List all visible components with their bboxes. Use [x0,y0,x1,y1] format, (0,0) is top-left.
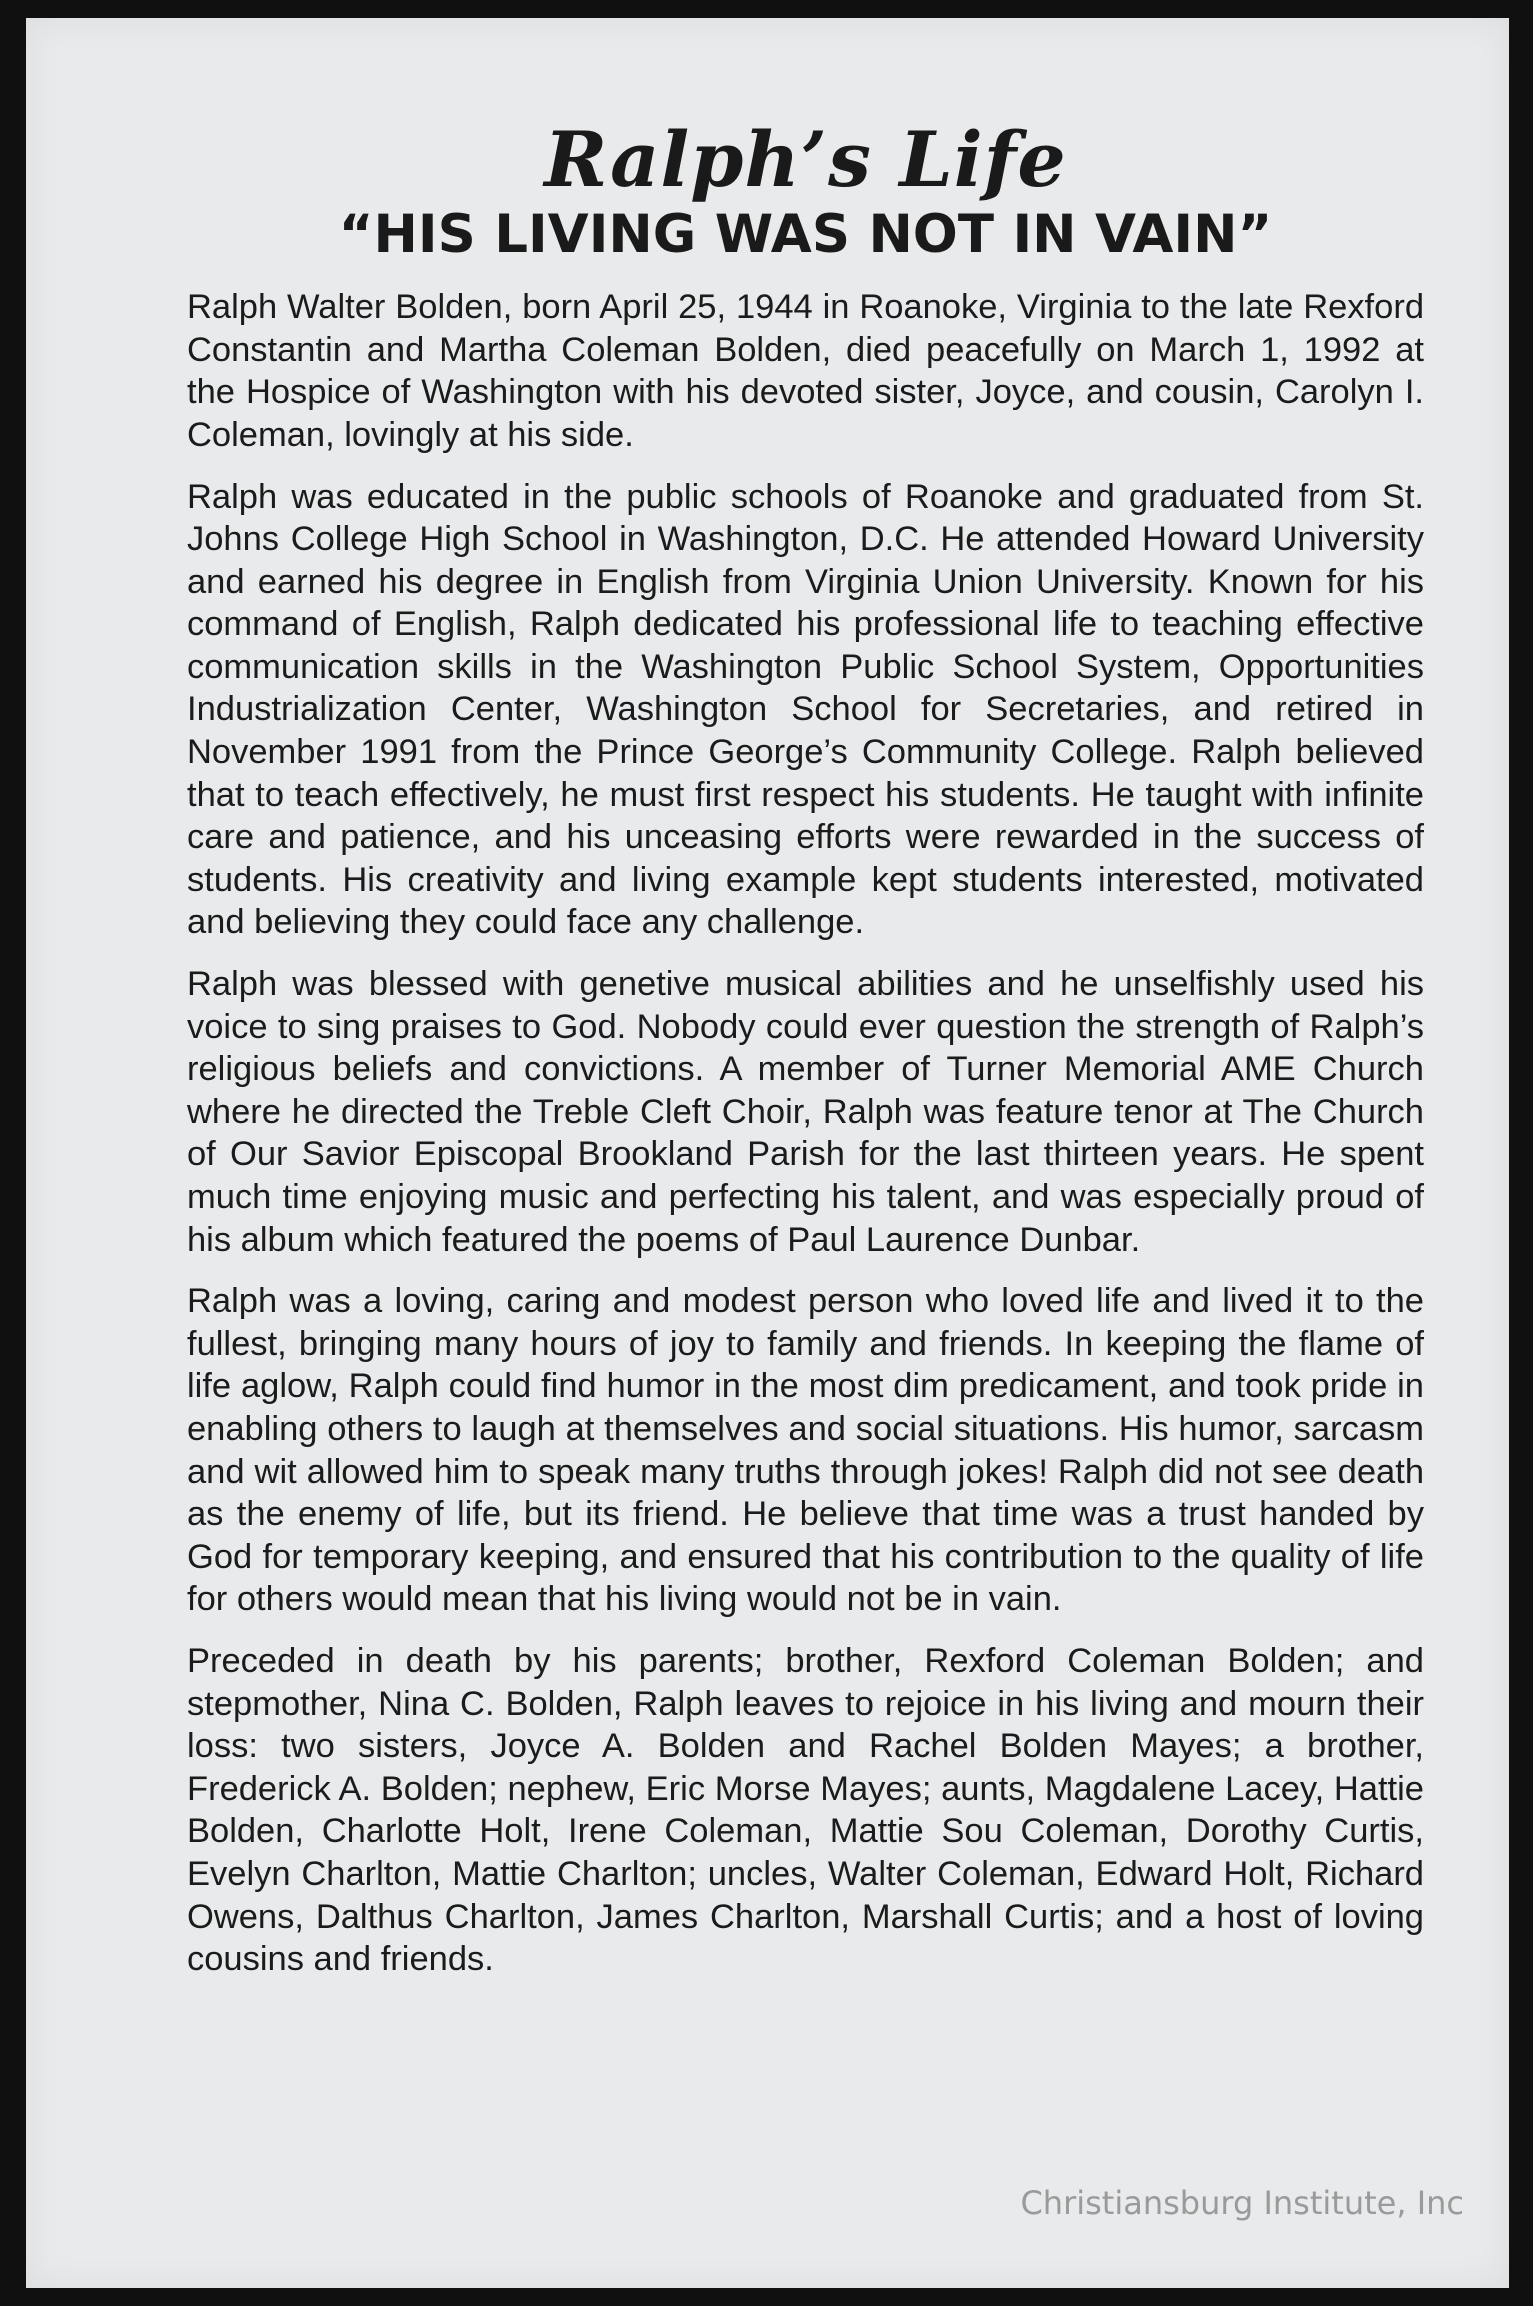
paragraph-education-career: Ralph was educated in the public schools of Roanoke and graduated from St. Johns College High School in Washington, D.C. He attended Howard University and earned his degree in English from Virginia Union University. Known for his command of English, Ralph dedicated his professional life to teaching effective communication skills in the Washington Public School System, Opportunities Industrialization Center, Washington School for Secretaries, and retired in November 1991 from the Prince George’s Community College. Ralph believed that to teach effectively, he must first respect his students. He taught with infinite care and patience, and his unceasing efforts were rewarded in the success of students. His creativity and living example kept students interested, motivated and believing they could face any challenge. [187,477,1424,942]
watermark-text: Christiansburg Institute, Inc [1020,2184,1464,2222]
paragraph-character: Ralph was a loving, caring and modest person who loved life and lived it to the fullest, bringing many hours of joy to family and friends. In keeping the flame of life aglow, Ralph could find humor in the most dim predicament, and took pride in enabling others to laugh at themselves and social situations. His humor, sarcasm and wit allowed him to speak many truths through jokes! Ralph did not see death as the enemy of life, but its friend. He believe that time was a trust handed by God for temporary keeping, and ensured that his contribution to the quality of life for others would mean that his living would not be in vain. [187,1282,1424,1619]
page-subtitle: “HIS LIVING WAS NOT IN VAIN” [338,204,1273,266]
document-body [187,114,1424,2000]
document-page [26,18,1509,2288]
paragraph-birth-death: Ralph Walter Bolden, born April 25, 1944 in Roanoke, Virginia to the late Rexford Constantin and Martha Coleman Bolden, died peacefully on March 1, 1992 at the Hospice of Washington with his devoted sister, Joyce, and cousin, Carolyn I. Coleman, lovingly at his side. [187,288,1424,454]
paragraph-survivors: Preceded in death by his parents; brother, Rexford Coleman Bolden; and stepmother, Nina C. Bolden, Ralph leaves to rejoice in his living and mourn their loss: two sisters, Joyce A. Bolden and Rachel Bolden Mayes; a brother, Frederick A. Bolden; nephew, Eric Morse Mayes; aunts, Magdalene Lacey, Hattie Bolden, Charlotte Holt, Irene Coleman, Mattie Sou Coleman, Dorothy Curtis, Evelyn Charlton, Mattie Charlton; uncles, Walter Coleman, Edward Holt, Richard Owens, Dalthus Charlton, James Charlton, Marshall Curtis; and a host of loving cousins and friends. [187,1641,1424,1979]
paragraph-music-faith: Ralph was blessed with genetive musical abilities and he unselfishly used his voice to sing praises to God. Nobody could ever question the strength of Ralph’s religious beliefs and convictions. A member of Turner Memorial AME Church where he directed the Treble Cleft Choir, Ralph was feature tenor at The Church of Our Savior Episcopal Brookland Parish for the last thirteen years. He spent much time enjoying music and perfecting his talent, and was especially proud of his album which featured the poems of Paul Laurence Dunbar. [187,965,1424,1259]
page-title: Ralph’s Life [544,115,1067,204]
